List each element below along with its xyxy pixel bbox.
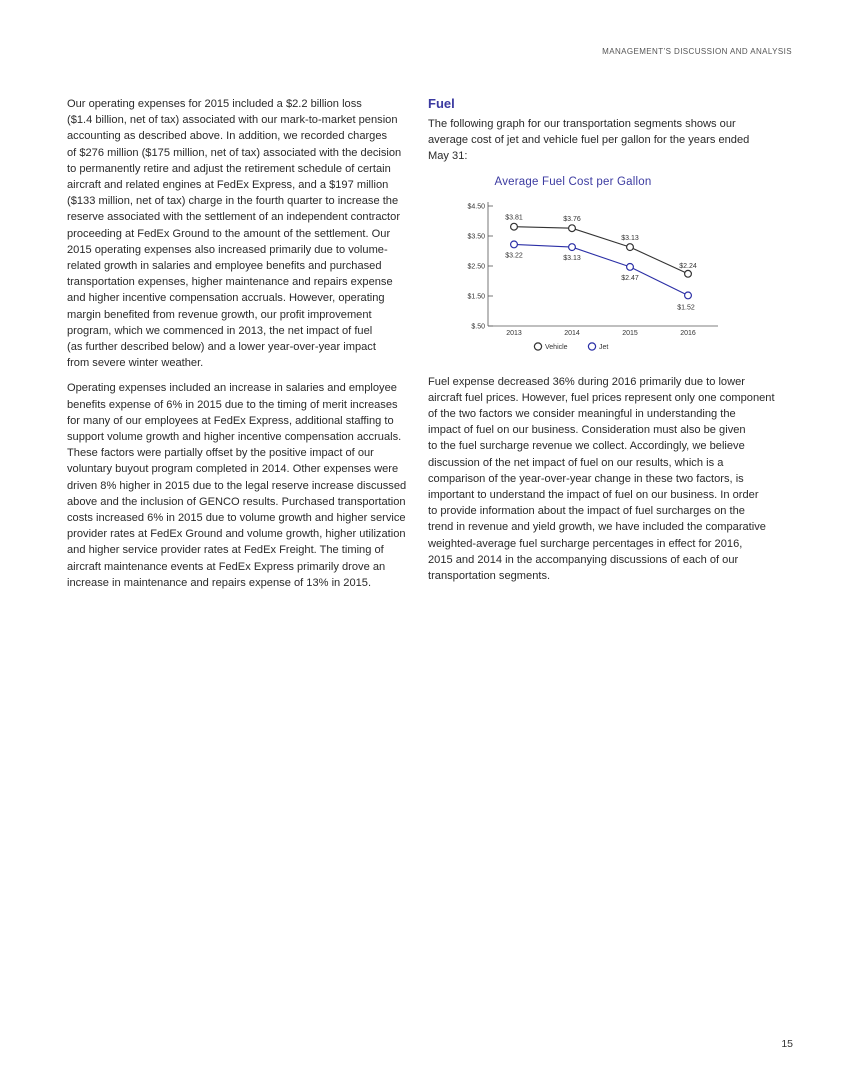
paragraph-fuel-intro xyxy=(428,116,773,165)
paragraph-line: and higher incentive compensation accruals. However, operating xyxy=(67,292,385,305)
paragraph-line: increase in maintenance and repairs expense of 13% in 2015. xyxy=(67,576,372,589)
paragraph-line: of the two factors we consider meaningful in understanding the xyxy=(428,408,736,421)
paragraph-line: aircraft maintenance events at FedEx Express primarily drove an xyxy=(67,560,386,573)
data-point-jet xyxy=(511,241,518,248)
x-tick-label: 2016 xyxy=(680,329,696,337)
y-tick-label: $4.50 xyxy=(467,203,485,211)
paragraph-line: for many of our employees at FedEx Express, additional staffing to xyxy=(67,414,394,427)
paragraph-line: provider rates at FedEx Ground and volume growth, higher utilization xyxy=(67,528,406,541)
data-point-vehicle xyxy=(685,270,692,277)
paragraph-line: voluntary buyout program completed in 2014. Other expenses were xyxy=(67,463,399,476)
paragraph-line: transportation segments. xyxy=(428,570,551,583)
paragraph-line: to the fuel surcharge revenue we collect. Accordingly, we believe xyxy=(428,440,745,453)
right-column xyxy=(428,96,773,593)
page-number: 15 xyxy=(781,1038,793,1050)
paragraph-line: discussion of the net impact of fuel on our results, which is a xyxy=(428,456,724,469)
paragraph-fuel-expense xyxy=(428,374,773,585)
paragraph-line: Fuel expense decreased 36% during 2016 primarily due to lower xyxy=(428,375,745,388)
left-column xyxy=(67,96,409,600)
y-tick-label: $1.50 xyxy=(467,293,485,301)
running-head: MANAGEMENT’S DISCUSSION AND ANALYSIS xyxy=(602,47,792,56)
paragraph-line: weighted-average fuel surcharge percentages in effect for 2016, xyxy=(428,537,743,550)
paragraph-line: to provide information about the impact of fuel surcharges on the xyxy=(428,505,745,518)
paragraph-line: aircraft and related engines at FedEx Express, and a $197 million xyxy=(67,179,389,192)
data-label-vehicle: $3.76 xyxy=(563,215,581,223)
data-label-jet: $1.52 xyxy=(677,304,695,312)
paragraph-line: reserve associated with the settlement of an independent contractor xyxy=(67,211,401,224)
series-line-jet xyxy=(514,244,688,295)
paragraph-line: and higher service provider rates at FedEx Freight. The timing of xyxy=(67,544,384,557)
paragraph-line: These factors were partially offset by the positive impact of our xyxy=(67,447,374,460)
paragraph-line: proceeding at FedEx Ground to the amount of the settlement. Our xyxy=(67,227,391,240)
data-label-jet: $3.13 xyxy=(563,254,581,262)
paragraph-line: average cost of jet and vehicle fuel per gallon for the years ended xyxy=(428,134,750,147)
paragraph-line: driven 8% higher in 2015 due to the legal reserve increase discussed xyxy=(67,479,407,492)
paragraph-line: Operating expenses included an increase in salaries and employee xyxy=(67,382,397,395)
legend-label-jet: Jet xyxy=(599,343,609,351)
paragraph-line: benefits expense of 6% in 2015 due to the timing of merit increases xyxy=(67,398,398,411)
paragraph-line: above and the inclusion of GENCO results. Purchased transportation xyxy=(67,495,406,508)
data-point-jet xyxy=(627,263,634,270)
chart-title: Average Fuel Cost per Gallon xyxy=(494,175,652,188)
paragraph-line: accounting as described above. In addition, we recorded charges xyxy=(67,130,388,143)
data-label-vehicle: $3.13 xyxy=(621,234,639,242)
series-line-vehicle xyxy=(514,226,688,273)
y-tick-label: $2.50 xyxy=(467,263,485,271)
paragraph-line: May 31: xyxy=(428,150,468,163)
paragraph-line: (as further described below) and a lower year-over-year impact xyxy=(67,341,376,354)
section-heading-fuel: Fuel xyxy=(428,96,455,111)
x-tick-label: 2014 xyxy=(564,329,580,337)
paragraph-line: costs increased 6% in 2015 due to volume growth and higher service xyxy=(67,512,406,525)
paragraph-line: 2015 operating expenses also increased primarily due to volume- xyxy=(67,243,388,256)
paragraph-line: Our operating expenses for 2015 included a $2.2 billion loss xyxy=(67,98,362,110)
data-point-vehicle xyxy=(627,243,634,250)
paragraph-line: trend in revenue and yield growth, we have included the comparative xyxy=(428,521,766,534)
legend-marker-jet xyxy=(588,343,595,350)
data-point-jet xyxy=(685,292,692,299)
data-point-jet xyxy=(569,243,576,250)
paragraph-line: comparison of the year-over-year change in these two factors, is xyxy=(428,472,744,485)
y-tick-label: $.50 xyxy=(471,323,485,331)
paragraph-line: impact of fuel on our business. Consideration must also be given xyxy=(428,424,746,437)
paragraph-line: support volume growth and higher incentive compensation accruals. xyxy=(67,431,402,444)
x-tick-label: 2013 xyxy=(506,329,522,337)
legend-label-vehicle: Vehicle xyxy=(545,343,568,351)
paragraph-line: 2015 and 2014 in the accompanying discussions of each of our xyxy=(428,553,739,566)
y-tick-label: $3.50 xyxy=(467,233,485,241)
paragraph-line: program, which we commenced in 2013, the net impact of fuel xyxy=(67,324,373,337)
data-point-vehicle xyxy=(511,223,518,230)
paragraph-line: transportation expenses, higher maintenance and repairs expense xyxy=(67,276,393,289)
data-point-vehicle xyxy=(569,224,576,231)
paragraph-line: aircraft fuel prices. However, fuel prices represent only one component xyxy=(428,391,775,404)
paragraph-operating-expenses-detail xyxy=(67,380,409,591)
data-label-jet: $2.47 xyxy=(621,274,639,282)
data-label-vehicle: $3.81 xyxy=(505,214,523,222)
x-tick-label: 2015 xyxy=(622,329,638,337)
paragraph-line: to permanently retire and adjust the retirement schedule of certain xyxy=(67,162,391,175)
data-label-jet: $3.22 xyxy=(505,252,523,260)
fuel-cost-chart xyxy=(428,174,773,374)
paragraph-line: important to understand the impact of fuel on our business. In order xyxy=(428,489,759,502)
paragraph-line: ($1.4 billion, net of tax) associated with our mark-to-market pension xyxy=(67,114,398,127)
paragraph-line: margin benefited from revenue growth, our profit improvement xyxy=(67,308,372,321)
paragraph-operating-expenses-2015 xyxy=(67,96,409,371)
paragraph-line: ($133 million, net of tax) charge in the fourth quarter to increase the xyxy=(67,195,399,208)
paragraph-line: The following graph for our transportation segments shows our xyxy=(428,118,736,130)
paragraph-line: related growth in salaries and employee benefits and purchased xyxy=(67,260,382,273)
legend-marker-vehicle xyxy=(534,343,541,350)
data-label-vehicle: $2.24 xyxy=(679,262,697,270)
paragraph-line: from severe winter weather. xyxy=(67,357,204,370)
chart-svg xyxy=(428,192,728,372)
paragraph-line: of $276 million ($175 million, net of tax) associated with the decision xyxy=(67,146,402,159)
